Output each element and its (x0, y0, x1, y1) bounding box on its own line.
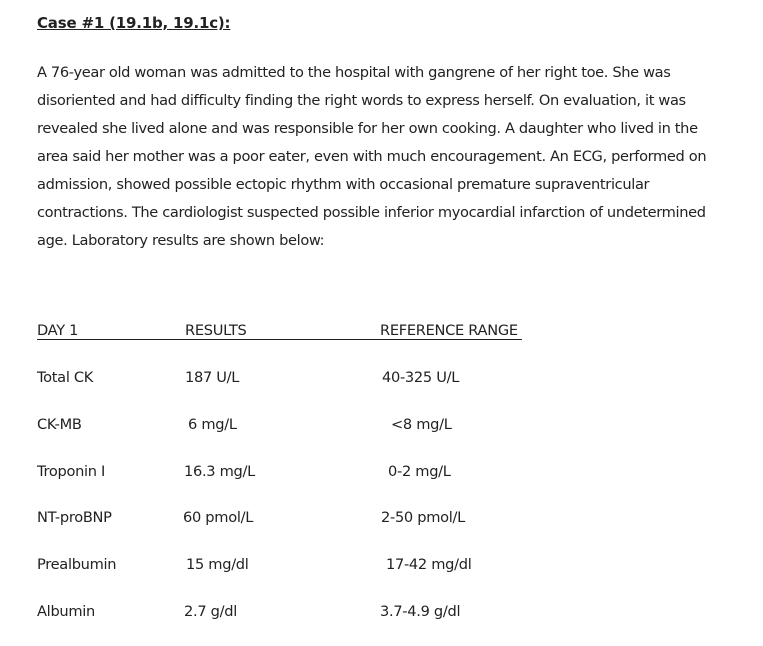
table-header (37, 322, 522, 340)
header-day: DAY 1 (37, 322, 79, 339)
test-result: 6 mg/L (188, 416, 237, 433)
test-result: 187 U/L (185, 369, 240, 386)
table-row (37, 556, 637, 576)
paragraph-line: revealed she lived alone and was responsible for her own cooking. A daughter who lived in the (37, 120, 698, 137)
reference-range: 2-50 pmol/L (381, 509, 465, 526)
table-row (37, 416, 637, 436)
test-result: 2.7 g/dl (184, 603, 237, 620)
paragraph-line: admission, showed possible ectopic rhythm with occasional premature supraventricular (37, 176, 650, 193)
paragraph-line: contractions. The cardiologist suspected possible inferior myocardial infarction of undetermined (37, 204, 706, 221)
test-name: Total CK (37, 369, 94, 386)
test-name: CK-MB (37, 416, 82, 433)
reference-range: 17-42 mg/dl (386, 556, 472, 573)
table-row (37, 509, 637, 529)
table-row (37, 603, 637, 623)
header-reference-range: REFERENCE RANGE (380, 322, 518, 339)
case-title: Case #1 (19.1b, 19.1c): (37, 14, 231, 32)
test-name: Albumin (37, 603, 95, 620)
reference-range: 40-325 U/L (382, 369, 460, 386)
reference-range: <8 mg/L (391, 416, 452, 433)
paragraph-line: age. Laboratory results are shown below: (37, 232, 325, 249)
table-row (37, 463, 637, 483)
test-name: Troponin I (37, 463, 106, 480)
paragraph-line: area said her mother was a poor eater, even with much encouragement. An ECG, performed on (37, 148, 707, 165)
table-row (37, 369, 637, 389)
test-name: NT-proBNP (37, 509, 112, 526)
header-results: RESULTS (185, 322, 247, 339)
paragraph-line: A 76-year old woman was admitted to the hospital with gangrene of her right toe. She was (37, 64, 671, 81)
reference-range: 0-2 mg/L (388, 463, 451, 480)
test-result: 15 mg/dl (186, 556, 249, 573)
test-result: 60 pmol/L (183, 509, 254, 526)
test-result: 16.3 mg/L (184, 463, 255, 480)
test-name: Prealbumin (37, 556, 117, 573)
paragraph-line: disoriented and had difficulty finding the right words to express herself. On evaluation, it was (37, 92, 686, 109)
reference-range: 3.7-4.9 g/dl (380, 603, 461, 620)
case-description (37, 59, 706, 255)
